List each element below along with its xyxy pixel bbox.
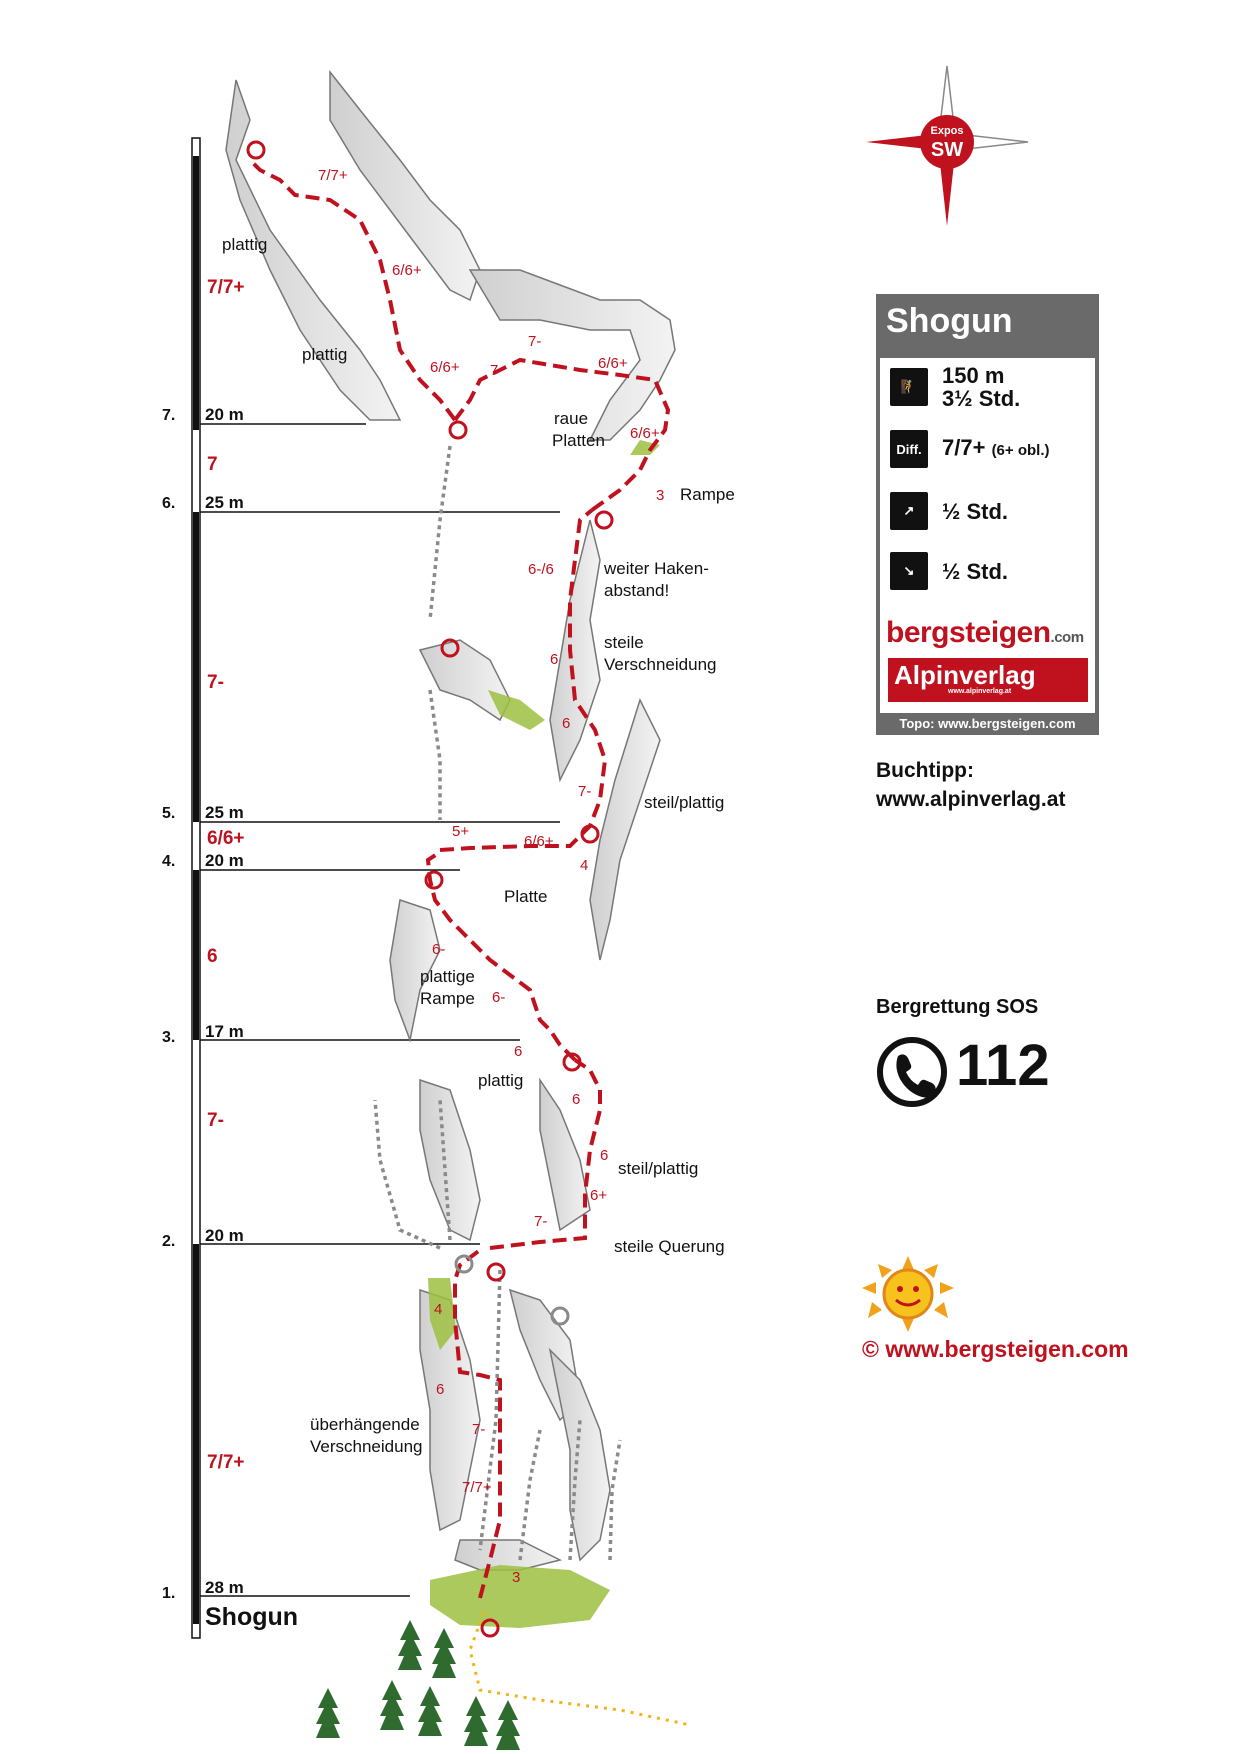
info-length-row <box>880 364 1095 424</box>
compass-icon <box>862 62 1032 232</box>
pitch-2-length: 20 m <box>205 1226 244 1245</box>
info-difficulty-note: (6+ obl.) <box>991 442 1050 459</box>
hiker-up-icon: ↗ <box>890 492 928 530</box>
info-body <box>880 358 1095 713</box>
compass-expos-label: Expos <box>930 125 964 137</box>
pitch-6-num: 6. <box>162 495 176 512</box>
info-difficulty-row <box>880 424 1095 484</box>
pitch-2-grade: 7- <box>207 1110 224 1131</box>
svg-text:6-/6: 6-/6 <box>528 561 554 578</box>
svg-text:abstand!: abstand! <box>604 581 670 600</box>
svg-text:7: 7 <box>490 362 499 379</box>
route-notes <box>222 235 735 1456</box>
svg-text:6/6+: 6/6+ <box>524 833 554 850</box>
pitch-7-num: 7. <box>162 407 176 424</box>
pitch-7-grade: 7/7+ <box>207 277 245 298</box>
hiker-down-icon: ↘ <box>890 552 928 590</box>
bergsteigen-logo: bergsteigen.com <box>886 616 1084 649</box>
svg-text:4: 4 <box>434 1301 443 1318</box>
svg-text:7-: 7- <box>578 783 592 800</box>
phone-icon <box>876 1036 948 1108</box>
svg-text:plattig: plattig <box>302 345 348 364</box>
svg-text:6/6+: 6/6+ <box>630 425 660 442</box>
pitch-scale <box>192 138 200 1638</box>
svg-text:steile: steile <box>604 633 644 652</box>
svg-text:Rampe: Rampe <box>420 989 475 1008</box>
sos-label: Bergrettung SOS <box>876 996 1039 1018</box>
pitch-3-length: 17 m <box>205 1022 244 1041</box>
pitch-1-num: 1. <box>162 1585 176 1602</box>
svg-text:6/6+: 6/6+ <box>598 355 628 372</box>
pitch-5-num: 5. <box>162 805 176 822</box>
info-descent-row <box>880 546 1095 606</box>
pitch-2-num: 2. <box>162 1233 176 1250</box>
pitch-5-length: 25 m <box>205 803 244 822</box>
info-descent: ½ Std. <box>942 559 1009 584</box>
svg-text:plattig: plattig <box>222 235 268 254</box>
info-approach: ½ Std. <box>942 499 1009 524</box>
approach-path <box>470 1612 690 1725</box>
svg-text:7-: 7- <box>534 1213 548 1230</box>
pitch-3-grade: 6 <box>207 946 218 967</box>
svg-text:steil/plattig: steil/plattig <box>618 1159 699 1178</box>
svg-text:7-: 7- <box>472 1421 486 1438</box>
info-approach-row <box>880 486 1095 546</box>
tree-icons <box>316 1620 520 1750</box>
pitch-1-length: 28 m <box>205 1578 244 1597</box>
svg-text:6: 6 <box>436 1381 445 1398</box>
rock-formations <box>226 72 675 1570</box>
difficulty-icon: Diff. <box>890 430 928 468</box>
svg-text:6-: 6- <box>492 989 506 1006</box>
alpinverlag-logo: Alpinverlag www.alpinverlag.at <box>888 658 1088 702</box>
svg-text:4: 4 <box>580 857 589 874</box>
svg-text:weiter Haken-: weiter Haken- <box>604 559 709 578</box>
pitch-6-length: 25 m <box>205 493 244 512</box>
info-footer: Topo: www.bergsteigen.com <box>899 716 1076 731</box>
pitch-4-length: 20 m <box>205 851 244 870</box>
svg-text:6-: 6- <box>432 941 446 958</box>
copyright-link[interactable]: © www.bergsteigen.com <box>862 1336 1129 1362</box>
sun-logo-icon <box>858 1254 958 1334</box>
svg-text:7-: 7- <box>528 333 542 350</box>
svg-text:Verschneidung: Verschneidung <box>310 1437 423 1456</box>
info-length: 150 m <box>942 363 1005 388</box>
svg-text:6: 6 <box>514 1043 523 1060</box>
pitch-5-grade: 7- <box>207 672 224 693</box>
svg-text:plattige: plattige <box>420 967 475 986</box>
route-name-label: Shogun <box>205 1603 299 1631</box>
svg-text:6: 6 <box>572 1091 581 1108</box>
pitch-3-num: 3. <box>162 1029 176 1046</box>
pitch-4-num: 4. <box>162 853 176 870</box>
svg-text:6: 6 <box>550 651 559 668</box>
svg-text:plattig: plattig <box>478 1071 524 1090</box>
book-tip <box>876 756 1065 814</box>
svg-text:3: 3 <box>512 1569 521 1586</box>
climber-icon: 🧗 <box>890 368 928 406</box>
svg-text:6+: 6+ <box>590 1187 608 1204</box>
pitch-6-grade: 7 <box>207 454 218 475</box>
svg-text:6/6+: 6/6+ <box>430 359 460 376</box>
sos-number: 112 <box>956 1033 1050 1098</box>
svg-text:6/6+: 6/6+ <box>392 262 422 279</box>
svg-text:raue: raue <box>554 409 589 428</box>
info-title: Shogun <box>876 294 1099 358</box>
pitch-1-grade: 7/7+ <box>207 1452 245 1473</box>
svg-text:überhängende: überhängende <box>310 1415 420 1434</box>
book-tip-url[interactable]: www.alpinverlag.at <box>876 788 1066 811</box>
book-tip-label: Buchtipp: <box>876 759 974 782</box>
compass-direction: SW <box>930 139 964 161</box>
svg-text:5+: 5+ <box>452 823 470 840</box>
svg-text:Platte: Platte <box>504 887 548 906</box>
pitch-4-grade: 6/6+ <box>207 828 245 849</box>
svg-text:Rampe: Rampe <box>680 485 735 504</box>
svg-text:steil/plattig: steil/plattig <box>644 793 725 812</box>
svg-text:steile Querung: steile Querung <box>614 1237 725 1256</box>
svg-text:3: 3 <box>656 487 665 504</box>
pitch-7-length: 20 m <box>205 405 244 424</box>
route-info-card <box>876 294 1099 735</box>
svg-text:Platten: Platten <box>552 431 605 450</box>
svg-text:7/7+: 7/7+ <box>318 167 348 184</box>
svg-text:Verschneidung: Verschneidung <box>604 655 717 674</box>
svg-text:7/7+: 7/7+ <box>462 1479 492 1496</box>
svg-text:6: 6 <box>600 1147 609 1164</box>
info-difficulty: 7/7+ <box>942 435 986 460</box>
svg-text:6: 6 <box>562 715 571 732</box>
info-time: 3½ Std. <box>942 386 1021 411</box>
